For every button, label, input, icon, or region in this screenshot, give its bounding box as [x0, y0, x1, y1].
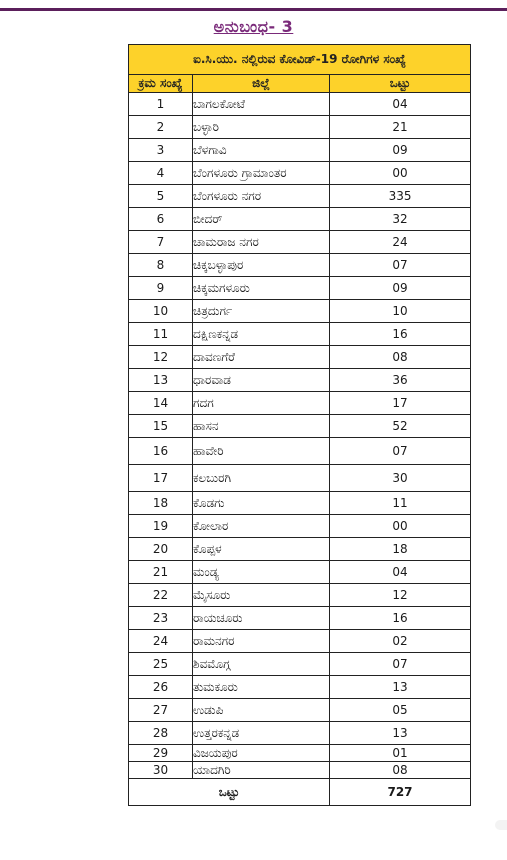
row-serial: 10: [129, 300, 193, 323]
row-serial: 16: [129, 438, 193, 465]
table-row: [129, 584, 471, 607]
row-serial: 24: [129, 630, 193, 653]
table-row: [129, 208, 471, 231]
row-count: 36: [330, 369, 471, 392]
row-district: ಗದಗ: [193, 392, 330, 415]
row-serial: 30: [129, 762, 193, 779]
row-district: ಚಾಮರಾಜ ನಗರ: [193, 231, 330, 254]
row-serial: 5: [129, 185, 193, 208]
row-district: ಕೋಲಾರ: [193, 515, 330, 538]
row-count: 01: [330, 745, 471, 762]
row-count: 07: [330, 653, 471, 676]
row-count: 02: [330, 630, 471, 653]
table-row: [129, 185, 471, 208]
table-row: [129, 762, 471, 779]
total-row: [129, 779, 471, 806]
row-district: ಚಿಕ್ಕಬಳ್ಳಾಪುರ: [193, 254, 330, 277]
grand-total: 727: [330, 779, 471, 806]
table-row: [129, 323, 471, 346]
table-row: [129, 162, 471, 185]
row-district: ಕೊಡಗು: [193, 492, 330, 515]
row-count: 17: [330, 392, 471, 415]
row-count: 24: [330, 231, 471, 254]
row-count: 07: [330, 254, 471, 277]
row-serial: 17: [129, 465, 193, 492]
row-district: ಕೊಪ್ಪಳ: [193, 538, 330, 561]
table-row: [129, 277, 471, 300]
row-serial: 18: [129, 492, 193, 515]
row-district: ಚಿಕ್ಕಮಗಳೂರು: [193, 277, 330, 300]
table-row: [129, 722, 471, 745]
table-row: [129, 254, 471, 277]
row-serial: 28: [129, 722, 193, 745]
row-district: ಬೆಂಗಳೂರು ಗ್ರಾಮಾಂತರ: [193, 162, 330, 185]
header-sl-no: ಕ್ರಮ ಸಂಖ್ಯೆ: [129, 75, 193, 93]
top-divider: [0, 8, 507, 11]
table-row: [129, 438, 471, 465]
row-count: 08: [330, 346, 471, 369]
table-row: [129, 369, 471, 392]
row-serial: 12: [129, 346, 193, 369]
row-count: 335: [330, 185, 471, 208]
row-count: 12: [330, 584, 471, 607]
row-serial: 20: [129, 538, 193, 561]
row-district: ಕಲಬುರಗಿ: [193, 465, 330, 492]
row-district: ಧಾರವಾಡ: [193, 369, 330, 392]
table-row: [129, 392, 471, 415]
row-district: ವಿಜಯಪುರ: [193, 745, 330, 762]
row-count: 16: [330, 607, 471, 630]
row-count: 04: [330, 93, 471, 116]
row-district: ದಕ್ಷಿಣಕನ್ನಡ: [193, 323, 330, 346]
row-serial: 13: [129, 369, 193, 392]
row-serial: 6: [129, 208, 193, 231]
row-serial: 7: [129, 231, 193, 254]
row-count: 16: [330, 323, 471, 346]
table-row: [129, 231, 471, 254]
row-count: 04: [330, 561, 471, 584]
row-district: ರಾಮನಗರ: [193, 630, 330, 653]
row-district: ಹಾಸನ: [193, 415, 330, 438]
row-count: 07: [330, 438, 471, 465]
row-serial: 3: [129, 139, 193, 162]
row-count: 13: [330, 722, 471, 745]
row-count: 09: [330, 139, 471, 162]
row-district: ರಾಯಚೂರು: [193, 607, 330, 630]
row-district: ಚಿತ್ರದುರ್ಗ: [193, 300, 330, 323]
row-count: 18: [330, 538, 471, 561]
row-count: 30: [330, 465, 471, 492]
table-row: [129, 607, 471, 630]
row-serial: 8: [129, 254, 193, 277]
row-serial: 27: [129, 699, 193, 722]
table-body: [129, 93, 471, 779]
page-edge-decoration: [495, 820, 507, 830]
table-row: [129, 116, 471, 139]
header-district: ಜಿಲ್ಲೆ: [193, 75, 330, 93]
row-district: ಬೆಂಗಳೂರು ನಗರ: [193, 185, 330, 208]
table-row: [129, 630, 471, 653]
row-serial: 25: [129, 653, 193, 676]
row-serial: 29: [129, 745, 193, 762]
table-row: [129, 93, 471, 116]
annex-title: ಅನುಬಂಧ- 3: [213, 17, 294, 36]
row-district: ತುಮಕೂರು: [193, 676, 330, 699]
row-serial: 4: [129, 162, 193, 185]
row-count: 21: [330, 116, 471, 139]
total-label: ಒಟ್ಟು: [129, 779, 330, 806]
row-serial: 26: [129, 676, 193, 699]
table-row: [129, 492, 471, 515]
table-row: [129, 300, 471, 323]
row-district: ಉಡುಪಿ: [193, 699, 330, 722]
row-district: ಯಾದಗಿರಿ: [193, 762, 330, 779]
row-count: 09: [330, 277, 471, 300]
row-serial: 22: [129, 584, 193, 607]
table-row: [129, 653, 471, 676]
table-row: [129, 415, 471, 438]
row-count: 11: [330, 492, 471, 515]
row-district: ಬೀದರ್: [193, 208, 330, 231]
table-title: ಐ.ಸಿ.ಯು. ನಲ್ಲಿರುವ ಕೋವಿಡ್-19 ರೋಗಿಗಳ ಸಂಖ್ಯೆ: [129, 45, 471, 75]
row-count: 52: [330, 415, 471, 438]
table-row: [129, 139, 471, 162]
row-count: 10: [330, 300, 471, 323]
row-serial: 14: [129, 392, 193, 415]
row-serial: 21: [129, 561, 193, 584]
row-count: 08: [330, 762, 471, 779]
row-serial: 15: [129, 415, 193, 438]
table-row: [129, 538, 471, 561]
row-district: ಶಿವಮೊಗ್ಗ: [193, 653, 330, 676]
table-row: [129, 465, 471, 492]
table-row: [129, 346, 471, 369]
row-district: ಉತ್ತರಕನ್ನಡ: [193, 722, 330, 745]
row-district: ಬಾಗಲಕೋಟೆ: [193, 93, 330, 116]
table-row: [129, 561, 471, 584]
row-serial: 2: [129, 116, 193, 139]
row-serial: 19: [129, 515, 193, 538]
table-row: [129, 699, 471, 722]
table-row: [129, 745, 471, 762]
row-district: ಬೆಳಗಾವಿ: [193, 139, 330, 162]
row-count: 00: [330, 515, 471, 538]
row-district: ಮಂಡ್ಯ: [193, 561, 330, 584]
row-serial: 1: [129, 93, 193, 116]
header-total: ಒಟ್ಟು: [330, 75, 471, 93]
row-serial: 23: [129, 607, 193, 630]
icu-cases-table: [128, 44, 471, 806]
table-row: [129, 515, 471, 538]
row-district: ಮೈಸೂರು: [193, 584, 330, 607]
row-district: ಹಾವೇರಿ: [193, 438, 330, 465]
row-district: ದಾವಣಗೆರೆ: [193, 346, 330, 369]
row-count: 13: [330, 676, 471, 699]
row-count: 00: [330, 162, 471, 185]
row-count: 05: [330, 699, 471, 722]
row-serial: 11: [129, 323, 193, 346]
row-district: ಬಳ್ಳಾರಿ: [193, 116, 330, 139]
table-row: [129, 676, 471, 699]
row-count: 32: [330, 208, 471, 231]
row-serial: 9: [129, 277, 193, 300]
